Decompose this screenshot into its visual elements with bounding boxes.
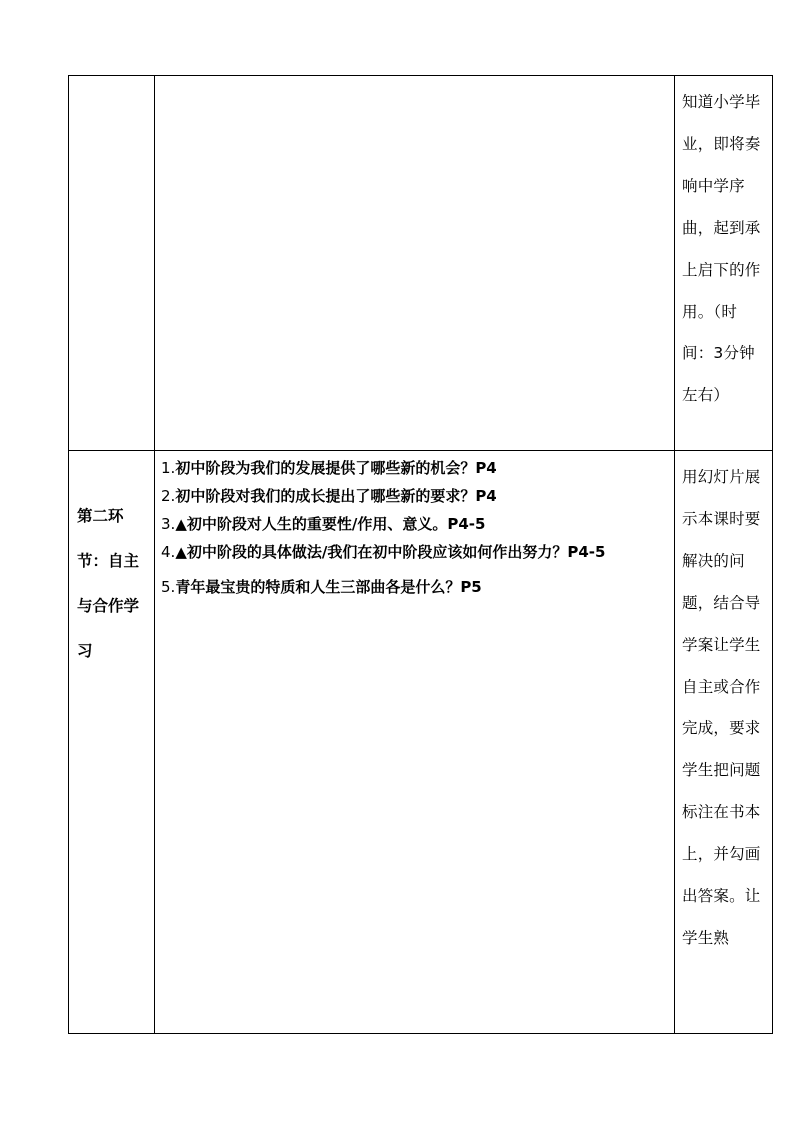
question-list <box>155 451 674 601</box>
question-number: 4. <box>161 543 176 561</box>
list-item <box>161 538 668 566</box>
list-item <box>161 482 668 510</box>
question-number: 1. <box>161 459 176 477</box>
list-item <box>161 510 668 538</box>
question-text: ▲初中阶段对人生的重要性/作用、意义。P4-5 <box>175 515 486 533</box>
design-note-text: 知道小学毕业，即将奏响中学序曲，起到承上启下的作用。（时间：3分钟左右） <box>682 93 761 405</box>
note-cell <box>675 76 773 451</box>
stage-cell-empty <box>69 76 155 451</box>
question-number: 2. <box>161 487 176 505</box>
question-text: ▲初中阶段的具体做法/我们在初中阶段应该如何作出努力？P4-5 <box>175 543 606 561</box>
list-item <box>161 454 668 482</box>
stage-label: 第二环节：自主与合作学习 <box>77 507 140 660</box>
design-note-text: 用幻灯片展示本课时要解决的问题，结合导学案让学生自主或合作完成，要求学生把问题标注在书本上，并勾画出答案。让学生熟 <box>682 468 761 947</box>
question-text: 初中阶段对我们的成长提出了哪些新的要求？P4 <box>175 487 497 505</box>
list-item <box>161 573 668 601</box>
question-number: 5. <box>161 578 176 596</box>
table-row <box>69 451 773 1034</box>
question-number: 3. <box>161 515 176 533</box>
stage-cell <box>69 451 155 1034</box>
content-cell-empty <box>155 76 675 451</box>
question-text: 初中阶段为我们的发展提供了哪些新的机会？P4 <box>175 459 497 477</box>
lesson-plan-table <box>68 75 773 1034</box>
table-row <box>69 76 773 451</box>
question-text: 青年最宝贵的特质和人生三部曲各是什么？P5 <box>175 578 482 596</box>
content-cell <box>155 451 675 1034</box>
note-cell <box>675 451 773 1034</box>
